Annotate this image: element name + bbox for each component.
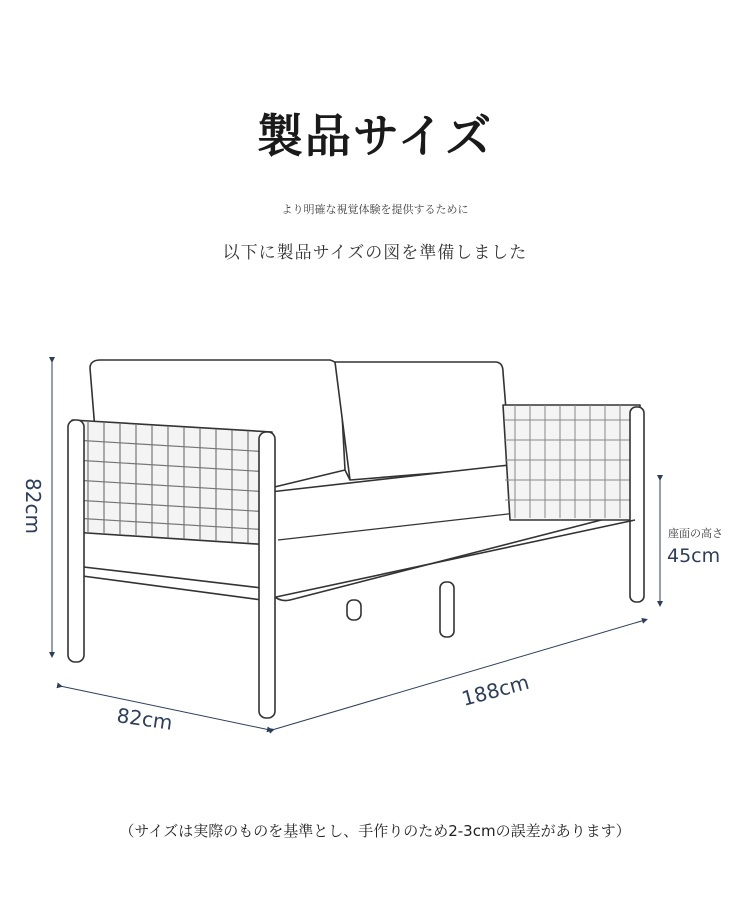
left-armrest xyxy=(72,420,272,545)
page-title: 製品サイズ xyxy=(256,109,494,163)
width-line xyxy=(272,620,645,730)
subtitle: より明確な視覚体験を提供するために xyxy=(281,203,469,216)
seat-height-caption: 座面の高さ xyxy=(668,527,723,540)
height-label: 82cm xyxy=(21,478,45,534)
depth-label: 82cm xyxy=(115,703,175,735)
seat-height-label: 45cm xyxy=(667,545,721,567)
sofa-illustration xyxy=(68,360,644,718)
lead-text: 以下に製品サイズの図を準備しました xyxy=(222,243,528,263)
footer-note: （サイズは実際のものを基準とし、手作りのため2-3cmの誤差があります） xyxy=(119,822,631,840)
width-label: 188cm xyxy=(459,669,532,711)
back-cushion-right xyxy=(335,362,510,480)
right-armrest xyxy=(503,405,640,520)
